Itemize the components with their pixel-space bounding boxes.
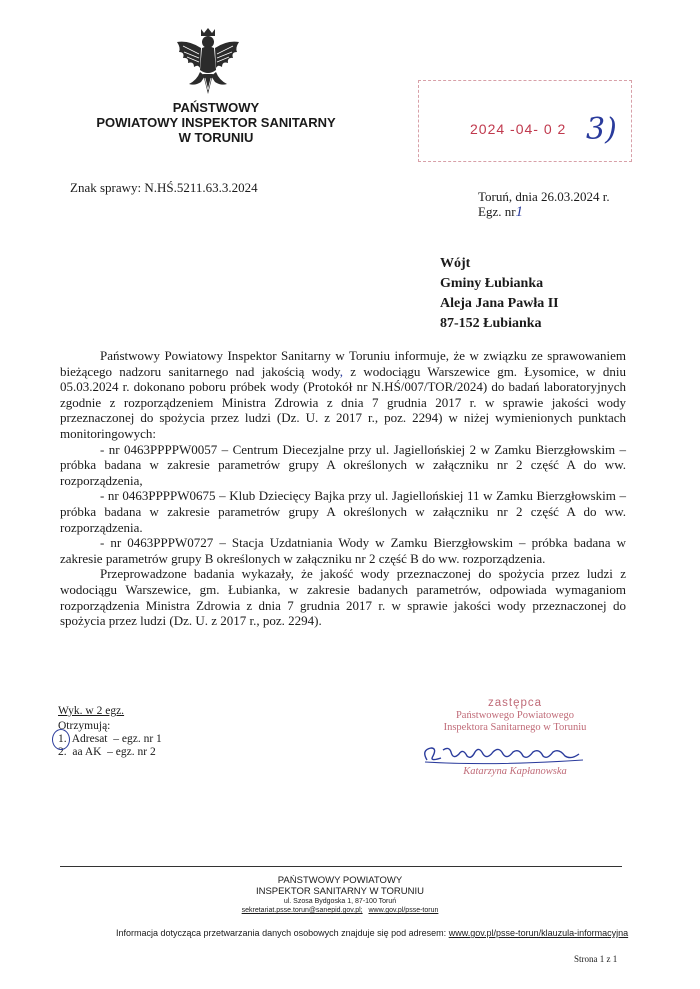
copy-number — [478, 204, 523, 221]
handwritten-tick: , — [339, 363, 343, 379]
signature-title: zastępca — [487, 697, 543, 709]
letter-body — [60, 348, 626, 629]
addressee-line: Wójt — [440, 256, 471, 271]
copy-label: Egz. nr — [478, 204, 516, 219]
received-stamp-date: 2024 -04- 0 2 — [470, 121, 567, 137]
signature-organization — [400, 710, 630, 734]
privacy-text: Informacja dotycząca przetwarzania danych osobowych znajduje się pod adresem: — [116, 928, 447, 938]
signature-org-line: Państwowego Powiatowego — [455, 710, 575, 721]
addressee-line: Gminy Łubianka — [440, 276, 544, 291]
body-text: z wodociągu Warszewice gm. Łysomice, w dniu 05.03.2024 r. dokonano poboru próbek wody (Protokół nr N.HŚ/007/TOR/2024) do badań laboratoryjnych zgodnie z rozporządzeniem Ministra Zdrowia z dnia 7 grudnia 2017 r. w sprawie jakości wody przeznaczonej do spożycia przez ludzi (Dz. U. z 2017 r., poz. 2294) w niżej wymienionych punktach monitoringowych: — [60, 363, 626, 441]
footer-line-2: INSPEKTOR SANITARNY W TORUNIU — [255, 886, 425, 897]
footer-line-1: PAŃSTWOWY POWIATOWY — [277, 875, 403, 886]
copies-note: Wyk. w 2 egz. — [58, 705, 125, 717]
recipient-item: 1. Adresat – egz. nr 1 — [58, 733, 162, 745]
monitoring-point-3: - nr 0463PPPW0727 – Stacja Uzdatniania Wody w Zamku Bierzgłowskim – próbka badana w zakresie parametrów grupy B określonych w załączniku nr 2 część B do ww. rozporządzenia. — [60, 535, 626, 566]
body-paragraph-1 — [60, 348, 626, 442]
footer-email-link[interactable]: sekretariat.psse.torun@sanepid.gov.pl; — [241, 907, 363, 914]
authority-line-3: W TORUNIU — [178, 130, 254, 145]
signatory-name: Katarzyna Kapłanowska — [463, 766, 567, 777]
footer-web-link[interactable]: www.gov.pl/psse-torun — [368, 907, 439, 914]
place-date: Toruń, dnia 26.03.2024 r. — [478, 189, 610, 204]
privacy-link[interactable]: www.gov.pl/psse-torun/klauzula-informacyjna — [448, 928, 629, 938]
privacy-notice — [116, 928, 628, 938]
handwritten-signature-icon — [415, 742, 595, 766]
body-paragraph-2: Przeprowadzone badania wykazały, że jakość wody przeznaczonej do spożycia przez ludzi z wodociągu Warszewice, gm. Łubianka, w zakresie badanych parametrów, odpowiada wymaganiom rozporządzenia Ministra Zdrowia z dnia 7 grudnia 2017 r. w sprawie jakości wody przeznaczonej do spożycia przez ludzi (Dz. U. z 2017 r., poz. 2294). — [60, 566, 626, 629]
monitoring-point-2: - nr 0463PPPPW0675 – Klub Dziecięcy Bajka przy ul. Jagiellońskiej 11 w Zamku Bierzgłowskim – próbka badana w zakresie parametrów grupy A określonych w załączniku nr 2 część A do ww. rozporządzenia. — [60, 488, 626, 535]
recipients-label: Otrzymują: — [58, 720, 111, 732]
body-text: Państwowy Powiatowy Inspektor Sanitarny w Toruniu informuje, że w związku ze sprawowaniem bieżącego nadzoru sanitarnego nad jakością wody — [60, 348, 626, 379]
footer-divider — [60, 866, 622, 867]
authority-header — [96, 100, 336, 145]
signature-org-line: Inspektora Sanitarnego w Toruniu — [443, 722, 587, 733]
authority-line-2: POWIATOWY INSPEKTOR SANITARNY — [96, 115, 336, 130]
recipient-item: 2. aa AK – egz. nr 2 — [58, 746, 156, 758]
addressee-line: 87-152 Łubianka — [440, 316, 542, 331]
footer-address: ul. Szosa Bydgoska 1, 87-100 Toruń — [283, 898, 397, 905]
addressee-line: Aleja Jana Pawła II — [440, 296, 559, 311]
page-footer — [200, 875, 480, 915]
polish-eagle-emblem-icon — [175, 26, 241, 96]
handwritten-mark: 3) — [586, 112, 617, 147]
authority-line-1: PAŃSTWOWY — [172, 100, 260, 115]
monitoring-point-1: - nr 0463PPPPW0057 – Centrum Diecezjalne przy ul. Jagiellońskiej 2 w Zamku Bierzgłowskim – próbka badana w zakresie parametrów grupy A określonych w załączniku nr 2 część A do ww. rozporządzenia, — [60, 441, 626, 488]
page-number: Strona 1 z 1 — [574, 954, 618, 964]
addressee-block — [440, 254, 559, 334]
case-reference: Znak sprawy: N.HŚ.5211.63.3.2024 — [70, 180, 258, 195]
handwritten-circle — [52, 729, 70, 750]
recipients-list — [58, 733, 162, 759]
footer-contacts — [200, 906, 480, 915]
copy-number-handwritten: 1 — [515, 204, 524, 220]
